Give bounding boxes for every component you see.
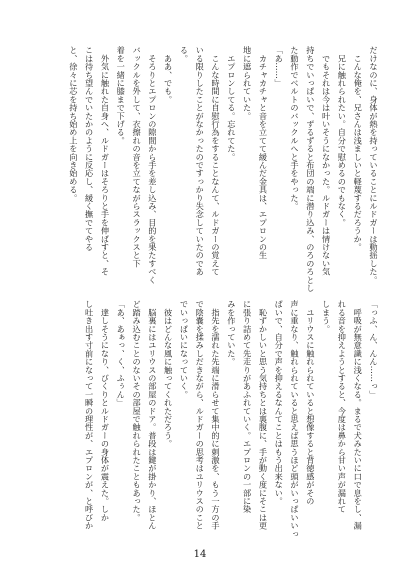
page-number: 14	[193, 549, 207, 560]
text-line: カチャカチャと音を立てて緩んだ金具は、エプロンの生	[258, 46, 269, 260]
text-line: 彼はどんな風に触ってくれただろう。	[163, 300, 174, 448]
text-line: 達しそうになり、びくりとルドガーの身体が震えた。しか	[100, 300, 111, 522]
text-line: れる音を抑えようとすると、今度は鼻から甘い声が漏れて	[337, 300, 348, 514]
text-line: 声に重なり、触れられていると思えば思うほど頭がいっぱいいっ	[290, 300, 301, 538]
text-line: 恥ずかしいと思う気持ちとは裏腹に、手が動く度にそこは更	[258, 300, 269, 530]
text-line: でもそれは今は叶いそうになかった。ルドガーは情けない気	[321, 46, 332, 276]
text-line: そろりとエプロンの隙間から手を差し込み、目的を果たすべく	[147, 46, 158, 284]
text-line: に張り詰めて先走りがあふれていく。エプロンの一部に染	[242, 300, 253, 514]
text-line: みを作っていた。	[226, 300, 237, 366]
text-line: ぱいで、自分で声を抑えるなんてことはもう出来ない。	[274, 300, 285, 505]
text-line: ああ、でも。	[163, 46, 174, 104]
text-line: ど踏み込むことのないその部屋で触れられたこともあった。	[132, 300, 143, 522]
text-line: エプロンしてる。忘れてた。	[226, 46, 237, 161]
text-line: で陰嚢を揉みしだきながら、ルドガーの思考はユリウスのこと	[195, 300, 206, 530]
text-line: ユリウスに触れられていると想像すると背徳感がその	[305, 300, 316, 505]
text-line: 「っふ、ん、んん……っ」	[369, 300, 379, 399]
text-line: 呼吸が無意識に浅くなる。まるで犬みたいに口で息をし、漏	[353, 300, 364, 530]
text-line: 脳裏にはユリウスの部屋のドア。普段は鍵が掛かり、ほとん	[147, 300, 158, 530]
text-line: だけなのに、身体が熱を持っていることにルドガーは動揺した。	[369, 46, 379, 284]
text-line: 地に遮られていた。	[242, 46, 253, 120]
text-line: し吐き出す寸前になって一瞬の理性が、エプロンが、と呼びか	[84, 300, 95, 530]
text-line: 兄に触れられたい。自分で慰めるのでもなく。	[337, 46, 348, 227]
text-line: た動作でベルトのバックルへと手をやった。	[290, 46, 301, 210]
text-line: と、徐々に芯を持ち始め上を向き始める。	[68, 46, 79, 202]
text-line: 持ちでいっぱいで、ずるずると布団の端に潜り込み、のろのろとし	[305, 46, 316, 292]
text-line: る。	[179, 46, 190, 63]
text-line: でいっぱいになっていく。	[179, 300, 190, 399]
text-line: 指先を濡れた先端に滑らせて集中的に刺激を、もう一方の手	[211, 300, 222, 530]
upper-text-block	[65, 46, 381, 292]
text-line: 外気に触れた自身へ、ルドガーはそろりと手を伸ばすと、そ	[100, 46, 111, 276]
lower-text-block	[80, 300, 381, 546]
text-line: 着を一緒に膝まで下げる。	[116, 46, 127, 145]
text-line: しまう。	[321, 300, 332, 333]
text-line: こんな俺を、兄さんは浅ましいと軽蔑するだろうか。	[353, 46, 364, 251]
text-line: こんな時間に自慰行為をすることなんて、ルドガーの覚えて	[211, 46, 222, 276]
text-line: バックルを外して、衣擦れの音を立てながらスラックスと下	[132, 46, 143, 268]
text-line: 「あ、あぁっ、く、ふぅん」	[116, 300, 127, 407]
text-line: 「あ……」	[274, 46, 285, 87]
text-line: いる限りしたことがなかったのですっかり失念していたのであ	[195, 46, 206, 276]
text-line: こは待ち望んでいたかのように反応し、緩く撫でてやる	[84, 46, 95, 251]
